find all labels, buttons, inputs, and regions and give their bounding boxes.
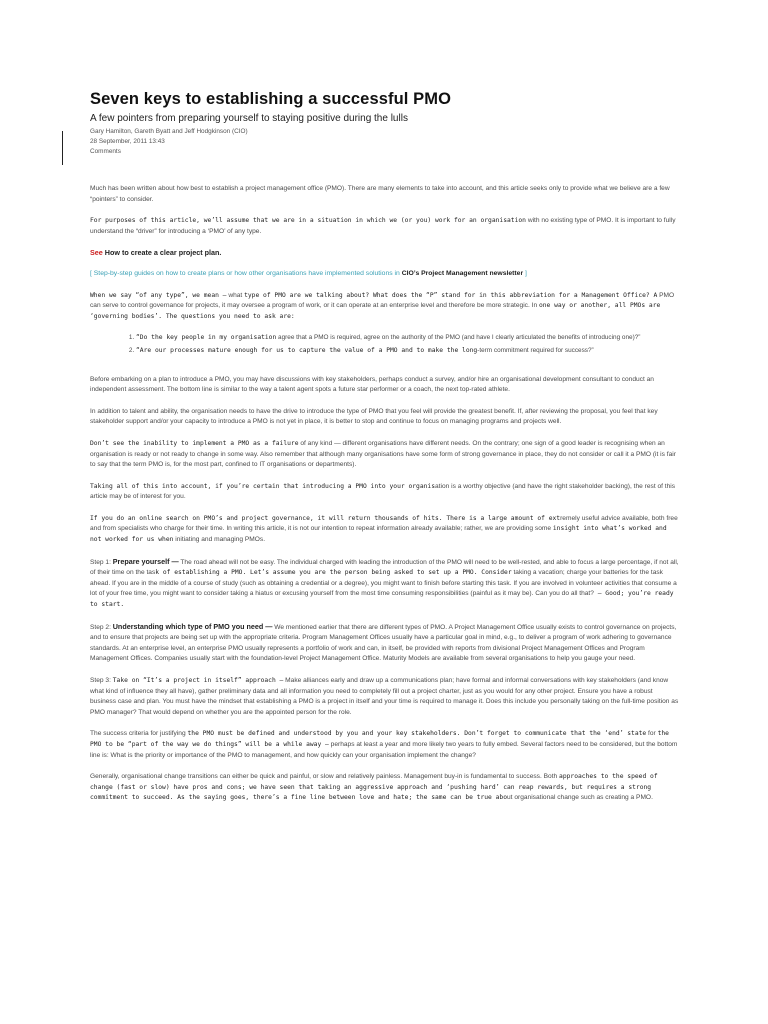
list-item-emph: “Do the key people in my organisation <box>136 334 277 342</box>
paragraph-change-transitions <box>90 772 680 804</box>
list-item-emph: “Are our processes mature enough for us to capture the value of a PMO and to make the long <box>136 346 478 354</box>
step-3-text: Make alliances early and draw up a communications plan; have formal and informal conversations with key stakeholders (and know what kind of influence they all have), gather preliminary data and all information you need to completely fill out a project charter, just as you would for any other project. Ensure you have a robust business case and plan. You must have the mindset that establishing a PMO is a project in itself and your time is required to manage it. Does this include you personally taking on the full-time position as PMO manager? That would depend on whether you are the appointed person for the role. <box>90 677 679 716</box>
step-1-label: Step 1: <box>90 558 113 566</box>
paragraph-any-type <box>90 291 680 323</box>
list-item <box>136 333 680 344</box>
inability-text: of any kind — different organisations have different needs. On the contrary; one sign of a good leader is recognising when an organisation is ready or not ready to change in some way. Also remember that although many organisations have some form of strong governance in place, they do not consider or call it a PMO (it is fair to say that the term PMO is, for the most part, confined to IT organisations or departments). <box>90 439 676 469</box>
paragraph-success-criteria <box>90 729 680 761</box>
step-3-title: Take on “It’s a project in itself” approach — <box>112 677 284 684</box>
paragraph-step-2 <box>90 622 680 665</box>
step-1-text-1: The road ahead will not be easy. The individual charged with leading the introduction of the PMO will need to be well-rested, and able to focus a large percentage, if not all, of their time on the tas <box>90 558 679 577</box>
newsletter-link[interactable]: CIO’s Project Management newsletter <box>401 269 524 277</box>
list-item-text: agree that a PMO is required, agree on the authority of the PMO (and have I clearly articulated the benefits of introducing one)?” <box>276 334 641 342</box>
paragraph-online-search <box>90 514 680 546</box>
paragraph-inability <box>90 439 680 471</box>
step-2-label: Step 2: <box>90 623 113 631</box>
change-emph: approaches to the speed of change (fast or slow) have pros and cons; we have seen that taking an aggressive approach and ‘pushing hard’ can reap rewards, but requires a strong commitment to succeed. As the saying goes, there’s a fine line between love and hate; the same can be true abo <box>90 773 658 802</box>
text-cursor <box>62 131 63 165</box>
step-1-emph-1: k of establishing a PMO. Let’s assume you are the person being asked to set up a PMO. Consider <box>155 569 512 577</box>
online-search-emph-1: If you do an online search on PMO’s and project governance, it will return thousands of hits. There is a large amount of ext <box>90 514 561 522</box>
article-meta <box>90 127 680 157</box>
date-line: 28 September, 2011 13:43 <box>90 138 165 145</box>
newsletter-promo <box>90 269 680 280</box>
change-text-2: ut organisational change such as creating a PMO. <box>507 794 653 802</box>
paragraph-talent: In addition to talent and ability, the organisation needs to have the drive to introduce the type of PMO that you feel will provide the greatest benefit. If, after reviewing the proposal, you feel that key stakeholder support and/or your capacity to introduce a PMO is not yet in place, it is better to stop and continue to focus on managing programs and projects well. <box>90 407 658 426</box>
comments-link[interactable]: Comments <box>90 148 121 155</box>
step-1-title: Prepare yourself — <box>112 556 179 566</box>
success-emph-2: the PMO to be “part of the way we do things” will be a while away — <box>90 730 669 748</box>
paragraph-intro: Much has been written about how best to establish a project management office (PMO). There are many elements to take into account, and this article seeks only to provide what we believe are a few “pointers” to consider. <box>90 185 670 203</box>
step-1-emph-2: — Good; you’re ready to start. <box>90 590 674 609</box>
success-text-3: perhaps at least a year and more likely two years to fully embed. Several factors need to be considered, but the bottom line is: What is the priority or importance of the PMO to management, and how quickly can your organisation implement the change? <box>90 740 678 759</box>
list-item-text: -term commitment required for success?” <box>477 346 594 354</box>
newsletter-promo-open: [ Step-by-step guides on how to create plans or how other organisations have implemented solutions in <box>90 269 402 277</box>
paragraph-purpose <box>90 216 680 237</box>
paragraph-purpose-emph: For purposes of this article, we’ll assume that we are in a situation in which we (or you) work for an organisation <box>90 217 526 225</box>
paragraph-purpose-rest: with no existing type of PMO. It is important to fully understand the “driver” for introducing a ‘PMO’ of any type. <box>90 217 676 235</box>
page-title: Seven keys to establishing a successful PMO <box>90 90 452 108</box>
author-line[interactable]: Gary Hamilton, Gareth Byatt and Jeff Hodgkinson (CIO) <box>90 128 248 135</box>
article <box>90 90 680 815</box>
online-search-text-1: remely useful advice available, both free and from specialists who charge for their time. In writing this article, it is not our intention to repeat information already available; rather, we are providing some <box>90 514 678 533</box>
newsletter-promo-close: ] <box>523 269 527 277</box>
any-type-emph-3: one way or another, all PMOs are ‘governing bodies’. The questions you need to ask are: <box>90 302 661 320</box>
taking-all-emph: Taking all of this into account, if you’re certain that introducing a PMO into your organis <box>90 482 435 490</box>
paragraph-step-3 <box>90 676 680 718</box>
any-type-text-1: what <box>226 291 245 299</box>
any-type-emph-1: When we say “of any type”, we mean — <box>90 291 227 299</box>
success-text-1: The success criteria for justifying <box>90 730 188 738</box>
see-label: See <box>90 248 103 258</box>
any-type-text-2: PMO can serve to control governance for projects, it may oversee a program of work, or it can operate at an enterprise level and therefore be more strategic. In <box>90 291 675 310</box>
any-type-emph-2: type of PMO are we talking about? What does the “P” stand for in this abbreviation for a Management Office? A <box>244 291 658 299</box>
see-link[interactable]: How to create a clear project plan. <box>102 248 222 258</box>
change-text-1: Generally, organisational change transitions can either be quick and painful, or slow and relatively painless. Management buy-in is fundamental to success. Both <box>90 773 560 781</box>
step-2-title: Understanding which type of PMO you need — <box>112 621 273 631</box>
paragraph-step-1 <box>90 557 680 611</box>
success-text-2: for <box>646 730 658 738</box>
list-item <box>136 346 680 357</box>
step-3-label: Step 3: <box>90 677 113 684</box>
online-search-text-2: initiating and managing PMOs. <box>173 536 266 544</box>
step-2-text: We mentioned earlier that there are different types of PMO. A Project Management Office usually exists to control governance on projects, and to ensure that projects are being set up with the appropriate criteria. Program Management Offices usually have a particular goal in mind, e.g., to deliver a program of work adhering to governance standards. At an enterprise level, an enterprise PMO usually represents a portfolio of work and can, in itself, be provided with reports from divisional Project Management Offices and Program Management Offices. Companies usually start with the foundation-level Project Management Office. Maturity Models are available from several organisations to help you gauge your need. <box>90 623 677 663</box>
paragraph-before-embarking: Before embarking on a plan to introduce a PMO, you may have discussions with key stakeholders, perhaps conduct a survey, and/or hire an organisational development consultant to conduct an independent assessment. The bottom line is similar to the way a talent agent spots a future star performer or a coach, the next top-rated athlete. <box>90 375 654 394</box>
success-emph-1: the PMO must be defined and understood by you and your key stakeholders. Don’t forget to communicate that the ‘end’ state <box>187 730 647 738</box>
questions-list <box>90 333 680 356</box>
inability-emph: Don’t see the inability to implement a PMO as a failure <box>90 439 299 447</box>
article-subtitle: A few pointers from preparing yourself to staying positive during the lulls <box>90 113 408 124</box>
paragraph-taking-all <box>90 482 680 503</box>
step-1-text-2: taking a vacation; charge your batteries for the task ahead. If you are in the middle of a course of study (such as obtaining a credential or a degree), you might want to finish before starting this task. If you are involved in volunteer activities that consume a lot of your free time, you might want to consider taking a hiatus or excusing yourself from the most time consuming responsibilities (painful as it may be). Can you do all that? <box>90 569 677 598</box>
see-line <box>90 248 680 260</box>
taking-all-text: ation is a worthy objective (and have the right stakeholder backing), the rest of this article may be of interest for you. <box>90 482 676 501</box>
online-search-emph-2: insight into what’s worked and not worked for us when <box>90 525 667 544</box>
